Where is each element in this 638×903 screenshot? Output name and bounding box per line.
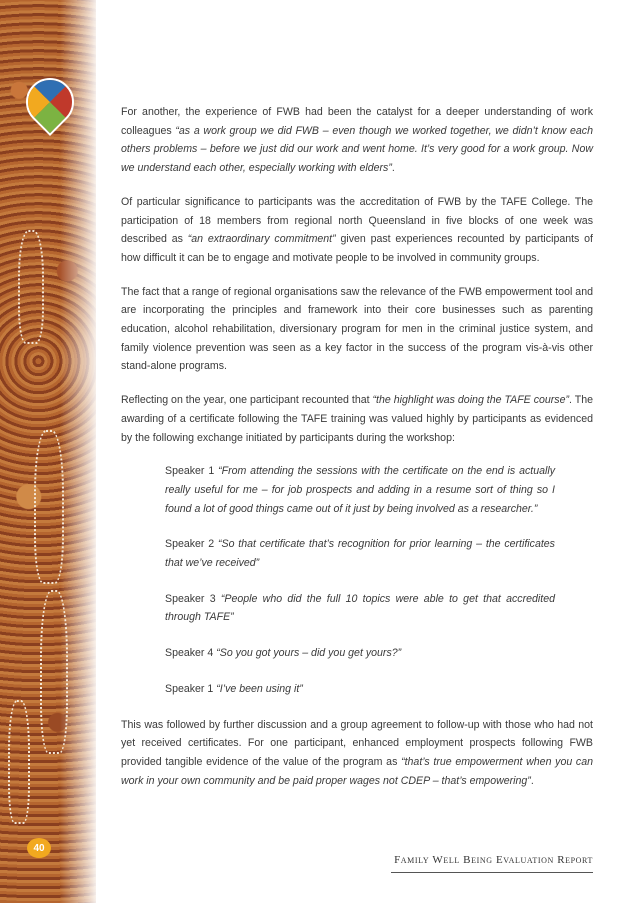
paragraph: This was followed by further discussion and a group agreement to follow-up with those who had not yet received certificates. For one participant, enhanced employment prospects following FWB provided tangible evidence of the value of the program as “that’s true empowerment when you can work in your own community and be paid proper wages not CDEP – that’s empowering”. <box>121 718 593 787</box>
speaker-quote: Speaker 4 “So you got yours – did you get yours?” <box>165 647 402 660</box>
paragraph: Of particular significance to participants was the accreditation of FWB by the TAFE College. The participation of 18 members from regional north Queensland in five blocks of one week was described as “an extraordinary commitment” given past experiences recounted by participants of how difficult it can be to engage and motivate people to be involved in community groups. <box>121 195 593 264</box>
art-figure <box>18 230 44 344</box>
paragraph: The fact that a range of regional organisations saw the relevance of the FWB empowerment tool and are incorporating the principles and framework into their core businesses such as parenting education, alcohol rehabilitation, diversionary program for men in the criminal justice system, and family violence prevention was seen as a key factor in the success of the program vis-à-vis other stand-alone programs. <box>121 285 593 373</box>
page-number: 40 <box>27 838 51 858</box>
speaker-quote: Speaker 1 “I’ve been using it” <box>165 682 303 695</box>
paragraph: Reflecting on the year, one participant recounted that “the highlight was doing the TAFE course”. The awarding of a certificate following the TAFE training was valued highly by participants as evidenced by the following exchange initiated by participants during the workshop: <box>121 394 593 444</box>
report-body <box>121 103 593 805</box>
speaker-quote: Speaker 3 “People who did the full 10 topics were able to get that accredited through TAFE” <box>165 592 555 624</box>
art-figure <box>8 700 30 824</box>
footer-divider <box>391 872 593 873</box>
speaker-exchange <box>121 462 593 698</box>
speaker-quote: Speaker 2 “So that certificate that’s recognition for prior learning – the certificates that we’ve received” <box>165 538 555 570</box>
aboriginal-artwork-strip <box>0 0 96 903</box>
speaker-quote: Speaker 1 “From attending the sessions with the certificate on the end is actually really useful for me – for job prospects and adding in a resume sort of thing so I found a lot of good things came out of it just by being involved as a researcher.” <box>165 465 555 515</box>
art-fade <box>60 0 96 903</box>
footer-report-title: Family Well Being Evaluation Report <box>394 854 593 866</box>
paragraph: For another, the experience of FWB had been the catalyst for a deeper understanding of work colleagues “as a work group we did FWB – even though we worked together, we didn’t know each others problems – before we just did our work and went home. It’s very good for a work group. Now we understand each other, especially working with elders”. <box>121 106 593 175</box>
